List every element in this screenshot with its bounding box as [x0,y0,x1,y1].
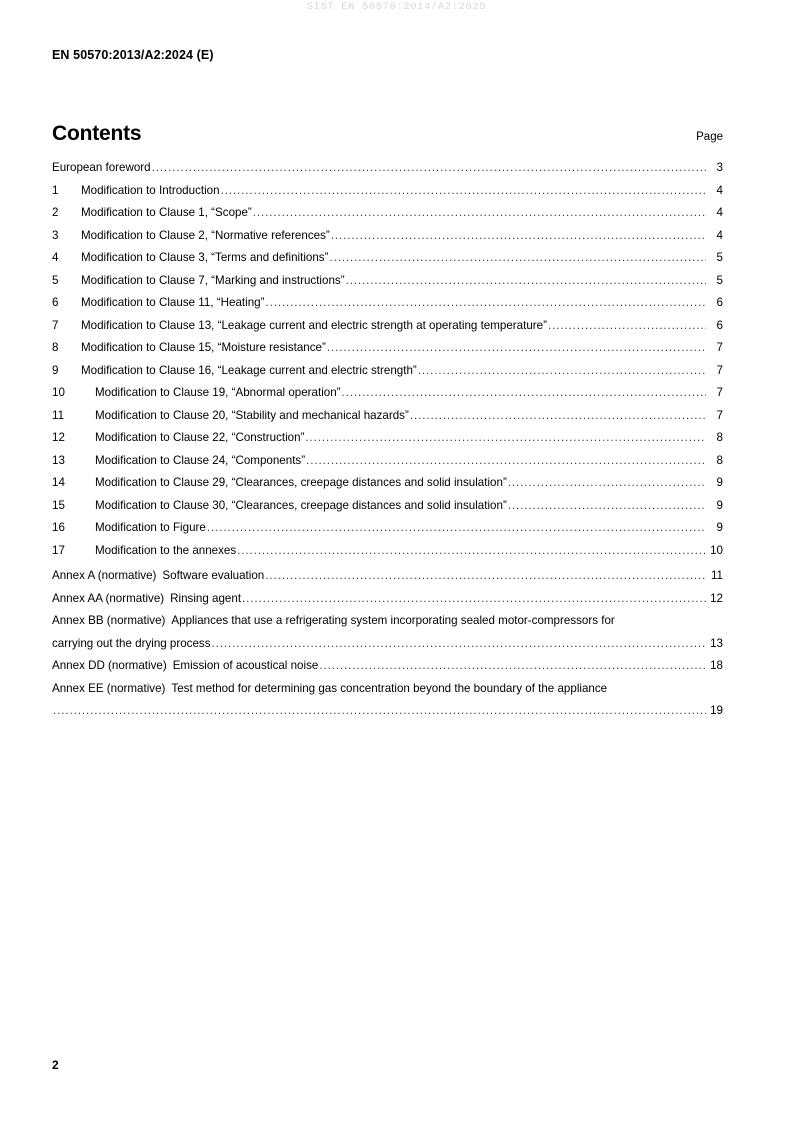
toc-entry-number: 12 [52,431,65,444]
toc-annex-page: 11 [710,569,723,582]
toc-entry-page: 6 [716,296,723,309]
toc-entry[interactable] [52,476,723,499]
toc-entry-number: 5 [52,273,59,287]
toc-annex-title: Software evaluation [162,569,265,582]
toc-entry-number: 15 [52,498,65,512]
toc-entry-page: 5 [716,251,723,264]
toc-dot-leader [342,386,706,398]
toc-dot-leader [242,592,706,604]
toc-dot-leader [152,161,706,173]
toc-entry[interactable] [52,184,723,207]
toc-entry-page: 7 [716,408,723,422]
toc-entry-page: 5 [716,273,723,287]
toc-annex-title: Test method for determining gas concentration beyond the boundary of the appliance [171,681,608,695]
toc-entry-label: Modification to Introduction [81,183,220,197]
toc-dot-leader [306,454,706,466]
toc-annex-heading: Annex EE (normative) [52,681,166,695]
toc-entry-page: 7 [716,363,723,377]
toc-entry-number: 6 [52,296,59,309]
toc-annex-heading: Annex DD (normative) [52,659,167,672]
toc-annex-entry[interactable] [52,592,723,615]
toc-annex-entry[interactable] [52,569,723,592]
toc-dot-leader [548,319,706,331]
toc-entry-page: 6 [716,318,723,332]
toc-dot-leader [237,544,706,556]
toc-entry-label: Modification to Clause 3, “Terms and definitions” [81,251,329,264]
toc-entry-page: 7 [716,341,723,354]
toc-entry-number: 17 [52,543,65,557]
toc-entry-label: Modification to Clause 24, “Components” [95,453,306,467]
page-column-label: Page [696,131,723,143]
folio-page-number: 2 [52,1058,59,1072]
toc-dot-leader [327,341,706,353]
toc-entry-page: 8 [716,431,723,444]
toc-entry-label: European foreword [52,161,151,174]
page-title: Contents [52,122,142,145]
toc-entry-number: 11 [52,408,65,422]
toc-entry-label: Modification to the annexes [95,543,237,557]
toc-annex-page: 19 [710,704,723,717]
toc-entry-label: Modification to Clause 13, “Leakage current and electric strength at operating temperature” [81,318,547,332]
contents-header [52,122,723,146]
toc-entry[interactable] [52,206,723,229]
toc-annex-title-continuation: carrying out the drying process [52,636,211,650]
toc-entry-label: Modification to Clause 7, “Marking and instructions” [81,273,345,287]
toc-annex-heading: Annex BB (normative) [52,614,166,627]
toc-entry-page: 4 [716,228,723,242]
toc-dot-leader [265,569,706,581]
toc-entry-label: Modification to Clause 2, “Normative references” [81,228,330,242]
toc-annex-entry[interactable] [52,659,723,682]
toc-entry-label: Modification to Clause 15, “Moisture resistance” [81,341,326,354]
toc-entry-number: 16 [52,521,65,534]
toc-entry[interactable] [52,521,723,544]
toc-entry[interactable] [52,499,723,522]
toc-annex-page: 13 [710,636,723,650]
toc-entry-label: Modification to Clause 29, “Clearances, creepage distances and solid insulation” [95,476,507,489]
toc-entry[interactable] [52,364,723,387]
toc-entry-number: 14 [52,476,65,489]
watermark-header: SIST EN 50570:2014/A2:2025 [306,1,487,13]
toc-entry[interactable] [52,431,723,454]
toc-entry-label: Modification to Clause 22, “Construction” [95,431,305,444]
table-of-contents [52,161,723,727]
toc-entry[interactable] [52,454,723,477]
toc-entry-label: Modification to Clause 1, “Scope” [81,206,252,219]
toc-dot-leader [253,206,706,218]
toc-entry-page: 3 [716,161,723,174]
toc-annex-title: Appliances that use a refrigerating system incorporating sealed motor-compressors for [171,614,615,627]
toc-dot-leader [329,251,706,263]
toc-dot-leader [207,521,706,533]
toc-entry-number: 9 [52,363,59,377]
toc-dot-leader [508,476,706,488]
toc-dot-leader [265,296,706,308]
toc-entry[interactable] [52,544,723,567]
toc-dot-leader [331,229,706,241]
toc-annex-entry[interactable] [52,614,723,659]
toc-entry-number: 8 [52,341,59,354]
toc-dot-leader [53,704,706,716]
toc-entry-page: 8 [716,453,723,467]
toc-entry-number: 3 [52,228,59,242]
document-identifier: EN 50570:2013/A2:2024 (E) [52,48,214,62]
toc-entry[interactable] [52,319,723,342]
toc-entry-number: 2 [52,206,59,219]
toc-entry-number: 13 [52,453,65,467]
toc-annex-heading: Annex AA (normative) [52,591,165,605]
toc-entry-number: 7 [52,318,59,332]
toc-entry-page: 4 [716,183,723,197]
toc-entry[interactable] [52,229,723,252]
toc-dot-leader [212,637,706,649]
toc-entry-number: 1 [52,183,59,197]
toc-entry[interactable] [52,386,723,409]
toc-entry-number: 10 [52,386,65,399]
toc-entry[interactable] [52,274,723,297]
toc-entry-page: 9 [716,498,723,512]
toc-dot-leader [319,659,706,671]
toc-annex-page: 12 [710,591,723,605]
toc-entry-label: Modification to Clause 11, “Heating” [81,296,265,309]
toc-dot-leader [410,409,706,421]
toc-annex-heading: Annex A (normative) [52,569,157,582]
toc-entry-number: 4 [52,251,59,264]
toc-dot-leader [221,184,706,196]
toc-annex-page: 18 [710,659,723,672]
toc-entry-label: Modification to Clause 19, “Abnormal operation” [95,386,341,399]
toc-entry[interactable] [52,161,723,184]
toc-annex-entry[interactable] [52,682,723,727]
toc-dot-leader [305,431,706,443]
toc-dot-leader [418,364,706,376]
toc-dot-leader [346,274,706,286]
toc-annex-title: Rinsing agent [170,591,242,605]
toc-entry-label: Modification to Clause 16, “Leakage current and electric strength” [81,363,417,377]
toc-entry[interactable] [52,409,723,432]
toc-entry-page: 10 [710,543,723,557]
toc-entry-label: Modification to Figure [95,521,206,534]
toc-entry-page: 4 [716,206,723,219]
toc-entry-label: Modification to Clause 20, “Stability and mechanical hazards” [95,408,409,422]
toc-entry-page: 7 [716,386,723,399]
toc-entry[interactable] [52,296,723,319]
toc-entry[interactable] [52,341,723,364]
toc-annex-title: Emission of acoustical noise [172,659,319,672]
toc-entry-label: Modification to Clause 30, “Clearances, creepage distances and solid insulation” [95,498,507,512]
toc-dot-leader [508,499,706,511]
toc-entry[interactable] [52,251,723,274]
toc-entry-page: 9 [716,476,723,489]
toc-entry-page: 9 [716,521,723,534]
